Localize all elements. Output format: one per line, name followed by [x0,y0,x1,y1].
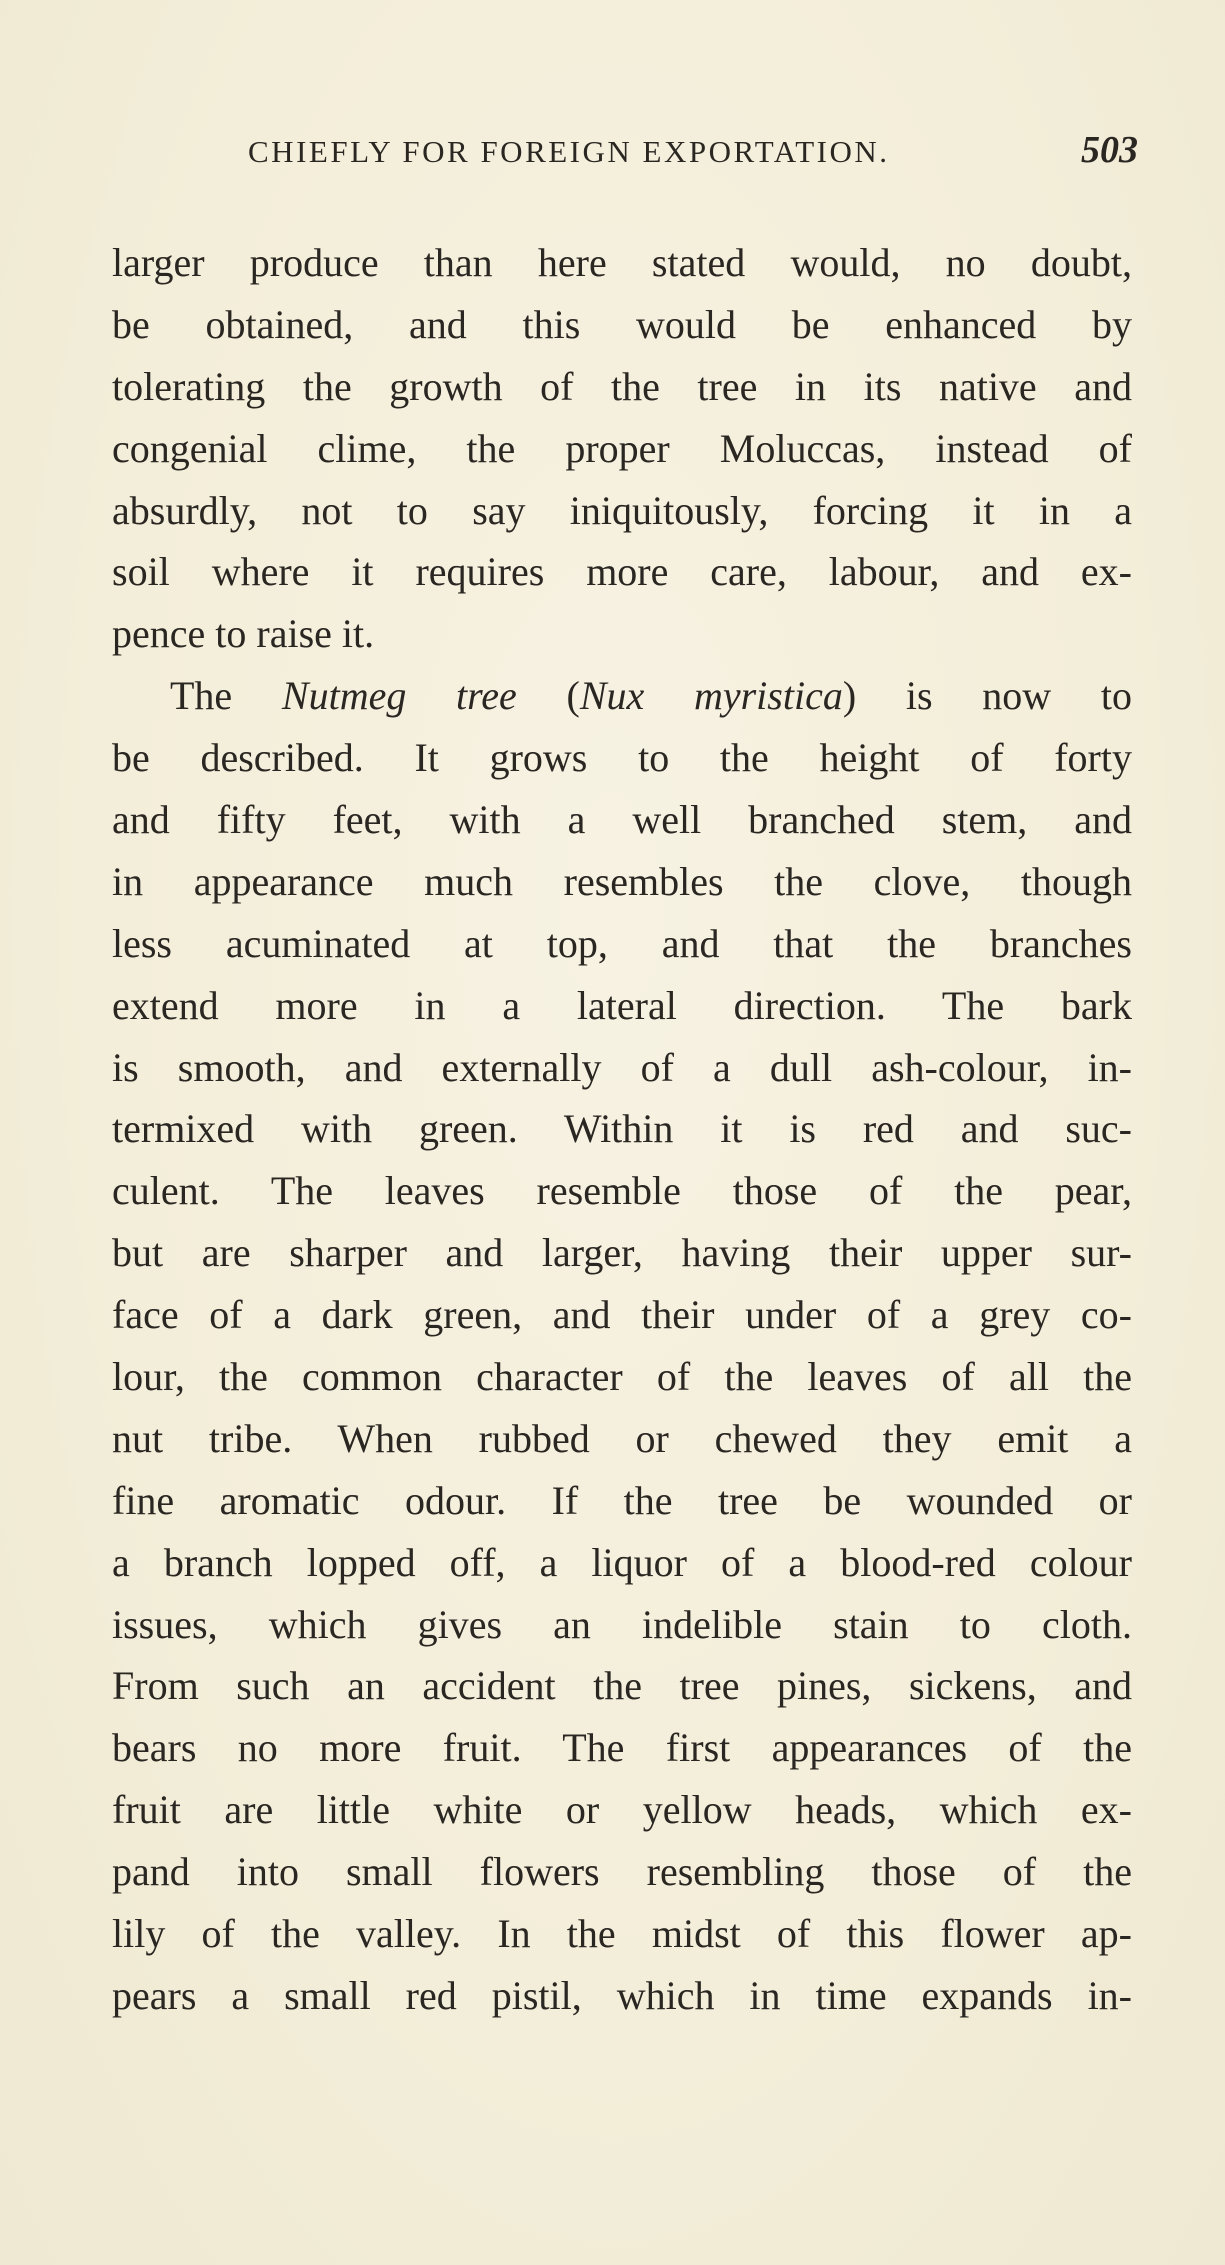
text-line: pears a small red pistil, which in time expands in- [112,1972,1132,2018]
text-line: and fifty feet, with a well branched stem, and [112,797,1132,843]
text-line: congenial clime, the proper Moluccas, instead of [112,425,1132,471]
text-line: nut tribe. When rubbed or chewed they emit a [112,1415,1132,1461]
text-line: issues, which gives an indelible stain to cloth. [112,1601,1132,1647]
text-line: be described. It grows to the height of forty [112,735,1132,781]
text-line: a branch lopped off, a liquor of a blood-red colour [112,1539,1132,1585]
text-line: tolerating the growth of the tree in its native and [112,363,1132,409]
text-line: bears no more fruit. The first appearances of the [112,1725,1132,1771]
text-line: is smooth, and externally of a dull ash-colour, in- [112,1044,1132,1090]
text-line: face of a dark green, and their under of a grey co- [112,1292,1132,1338]
text-line: lily of the valley. In the midst of this flower ap- [112,1911,1132,1957]
text-line: be obtained, and this would be enhanced by [112,301,1132,347]
running-head-title: CHIEFLY FOR FOREIGN EXPORTATION. [248,134,890,169]
text-line: From such an accident the tree pines, sickens, and [112,1663,1132,1709]
italic-term-nutmeg-tree: Nutmeg tree [281,673,517,719]
text-line: fruit are little white or yellow heads, which ex- [112,1787,1132,1833]
text-line: fine aromatic odour. If the tree be wounded or [112,1477,1132,1523]
text-line: but are sharper and larger, having their upper sur- [112,1230,1132,1276]
page-number: 503 [1081,129,1138,171]
text-run: ( [516,673,580,719]
italic-term-nux-myristica: Nux myristica [579,673,843,719]
text-line: larger produce than here stated would, no doubt, [112,240,1132,285]
body-text [112,232,1132,2027]
text-line: lour, the common character of the leaves of all the [112,1354,1132,1400]
text-line: termixed with green. Within it is red and suc- [112,1106,1132,1152]
text-line: culent. The leaves resemble those of the pear, [112,1168,1132,1214]
text-line: pence to raise it. [112,611,375,657]
text-run: ) is now to [842,673,1132,719]
text-line: soil where it requires more care, labour, and ex- [112,549,1132,595]
text-line: less acuminated at top, and that the branches [112,920,1132,966]
text-line: extend more in a lateral direction. The bark [112,982,1132,1028]
paragraph-first-line [112,665,1132,727]
text-line: in appearance much resembles the clove, though [112,858,1132,904]
running-head [108,128,1138,188]
text-line: pand into small flowers resembling those of the [112,1849,1132,1895]
text-run: The [170,673,282,719]
text-line: absurdly, not to say iniquitously, forcing it in a [112,487,1132,533]
